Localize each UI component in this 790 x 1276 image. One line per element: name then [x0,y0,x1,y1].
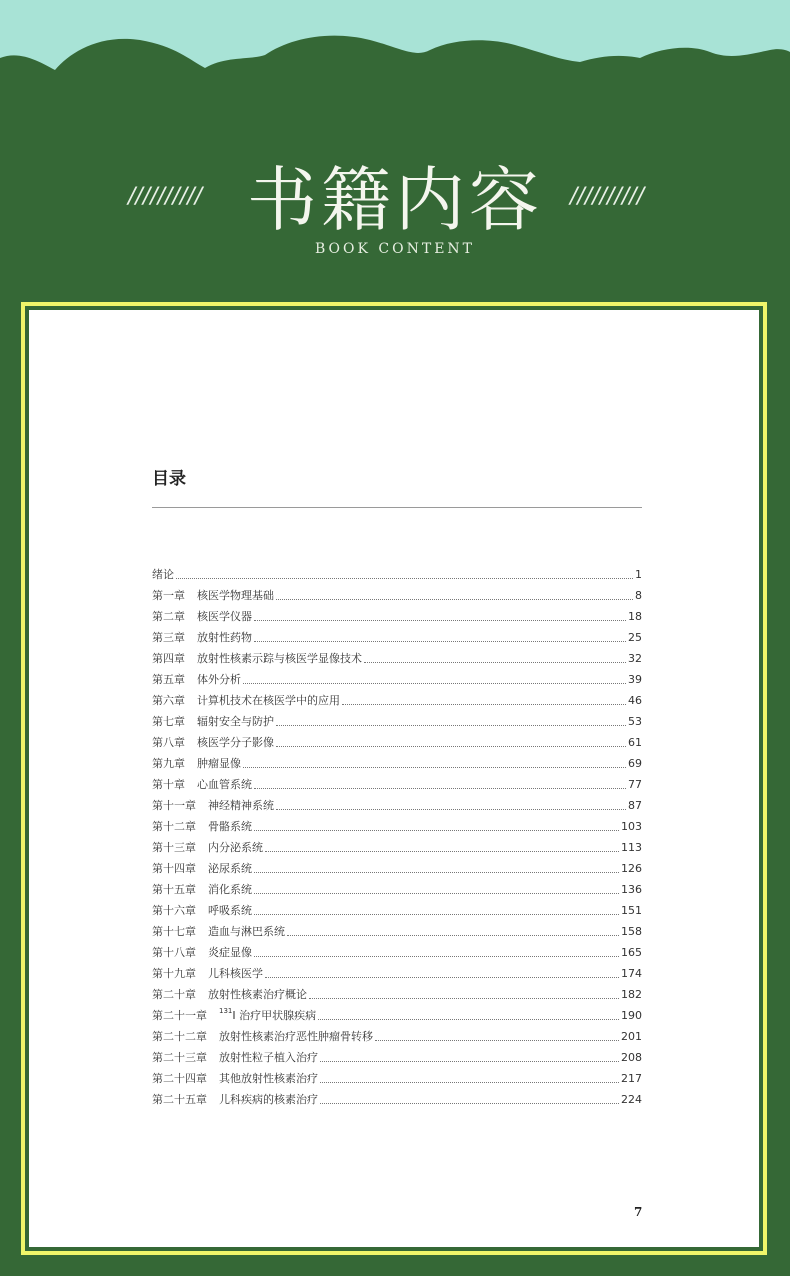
toc-entry-label [152,1089,318,1110]
toc-chapter-title: 辐射安全与防护 [197,715,274,728]
toc-entry [152,1005,642,1026]
toc-page-number: 126 [621,862,642,875]
toc-entry-label [152,711,274,732]
toc-page-number: 87 [628,799,642,812]
toc-leader-dots [309,998,619,999]
toc-chapter-number: 第二十一章 [152,1009,207,1022]
toc-chapter-title: 造血与淋巴系统 [208,925,285,938]
toc-leader-dots [276,599,633,600]
toc-chapter-title: 儿科疾病的核素治疗 [219,1093,318,1106]
toc-chapter-title: 放射性粒子植入治疗 [219,1051,318,1064]
toc-leader-dots [254,956,619,957]
toc-entry-label [152,669,241,690]
toc-entry [152,732,642,753]
toc-entry-label [152,837,263,858]
toc-chapter-number: 第十三章 [152,841,196,854]
page-number: 7 [634,1205,643,1219]
toc-chapter-number: 绪论 [152,568,174,581]
toc-entry [152,1047,642,1068]
toc-page-number: 201 [621,1030,642,1043]
toc-entry [152,921,642,942]
toc-leader-dots [254,872,619,873]
toc-chapter-number: 第八章 [152,736,185,749]
toc-chapter-title: 放射性药物 [197,631,252,644]
toc-chapter-title: I 治疗甲状腺疾病 [232,1009,317,1022]
toc-title-superscript: 131 [219,1007,233,1016]
toc-leader-dots [254,788,626,789]
toc-chapter-title: 炎症显像 [208,946,252,959]
toc-page-number: 182 [621,988,642,1001]
toc-entry-label [152,564,174,585]
toc-entry-label [152,921,285,942]
table-of-contents [152,564,642,1110]
toc-entry-label [152,585,274,606]
toc-leader-dots [254,914,619,915]
toc-entry-label [152,627,252,648]
toc-entry [152,816,642,837]
toc-entry-label [152,963,263,984]
toc-chapter-number: 第六章 [152,694,185,707]
toc-leader-dots [375,1040,619,1041]
toc-chapter-number: 第二十二章 [152,1030,207,1043]
toc-entry-label [152,1068,318,1089]
toc-chapter-number: 第二十五章 [152,1093,207,1106]
toc-entry [152,564,642,585]
toc-leader-dots [265,851,619,852]
toc-page-number: 46 [628,694,642,707]
toc-page-number: 113 [621,841,642,854]
toc-chapter-title: 泌尿系统 [208,862,252,875]
toc-heading: 目录 [152,469,186,489]
toc-page-number: 158 [621,925,642,938]
toc-chapter-number: 第九章 [152,757,185,770]
toc-entry-label [152,606,252,627]
toc-page-number: 103 [621,820,642,833]
toc-entry-label [152,732,274,753]
toc-entry [152,837,642,858]
toc-chapter-number: 第七章 [152,715,185,728]
toc-entry [152,963,642,984]
toc-entry [152,942,642,963]
toc-chapter-number: 第一章 [152,589,185,602]
toc-chapter-title: 肿瘤显像 [197,757,241,770]
toc-chapter-title: 其他放射性核素治疗 [219,1072,318,1085]
toc-chapter-title: 计算机技术在核医学中的应用 [197,694,340,707]
toc-entry-label [152,858,252,879]
toc-page-number: 1 [635,568,642,581]
toc-entry [152,858,642,879]
toc-chapter-title: 消化系统 [208,883,252,896]
toc-page-number: 69 [628,757,642,770]
toc-chapter-title: 核医学仪器 [197,610,252,623]
toc-entry-label [152,984,307,1005]
toc-entry [152,795,642,816]
toc-chapter-number: 第二十章 [152,988,196,1001]
toc-chapter-title: 呼吸系统 [208,904,252,917]
toc-page-number: 136 [621,883,642,896]
toc-leader-dots [254,893,619,894]
toc-leader-dots [287,935,619,936]
toc-chapter-title: 核医学分子影像 [197,736,274,749]
toc-entry-label [152,1005,316,1026]
toc-entry [152,690,642,711]
toc-chapter-title: 放射性核素治疗概论 [208,988,307,1001]
toc-chapter-title: 放射性核素治疗恶性肿瘤骨转移 [219,1030,373,1043]
toc-leader-dots [320,1103,619,1104]
toc-entry [152,648,642,669]
toc-divider [152,507,642,508]
toc-leader-dots [176,578,633,579]
toc-page-number: 32 [628,652,642,665]
decor-slashes-left: ////////// [128,184,203,209]
toc-entry [152,606,642,627]
toc-entry [152,711,642,732]
toc-leader-dots [320,1082,619,1083]
toc-entry [152,1068,642,1089]
toc-leader-dots [364,662,626,663]
decor-slashes-right: ////////// [570,184,645,209]
toc-page-number: 190 [621,1009,642,1022]
toc-chapter-number: 第十章 [152,778,185,791]
toc-chapter-title: 放射性核素示踪与核医学显像技术 [197,652,362,665]
toc-chapter-number: 第十五章 [152,883,196,896]
toc-entry-label [152,753,241,774]
toc-entry-label [152,1047,318,1068]
toc-page-number: 77 [628,778,642,791]
toc-chapter-number: 第十六章 [152,904,196,917]
toc-page-number: 174 [621,967,642,980]
toc-entry-label [152,942,252,963]
page-subtitle: BOOK CONTENT [315,241,475,257]
sky-with-hills [0,0,790,110]
toc-chapter-number: 第二十四章 [152,1072,207,1085]
toc-page-number: 217 [621,1072,642,1085]
toc-page-number: 8 [635,589,642,602]
toc-page-number: 39 [628,673,642,686]
toc-chapter-number: 第十七章 [152,925,196,938]
toc-leader-dots [276,809,626,810]
toc-chapter-number: 第十一章 [152,799,196,812]
toc-chapter-title: 内分泌系统 [208,841,263,854]
toc-entry [152,1089,642,1110]
toc-entry [152,900,642,921]
toc-entry-label [152,690,340,711]
toc-chapter-number: 第二十三章 [152,1051,207,1064]
toc-chapter-number: 第四章 [152,652,185,665]
toc-chapter-number: 第二章 [152,610,185,623]
toc-chapter-title: 核医学物理基础 [197,589,274,602]
toc-page-number: 208 [621,1051,642,1064]
toc-leader-dots [265,977,619,978]
toc-page-number: 18 [628,610,642,623]
toc-chapter-title: 体外分析 [197,673,241,686]
toc-page-number: 151 [621,904,642,917]
toc-leader-dots [276,746,626,747]
toc-chapter-number: 第十四章 [152,862,196,875]
toc-entry [152,984,642,1005]
toc-chapter-title: 骨骼系统 [208,820,252,833]
toc-leader-dots [254,830,619,831]
toc-entry-label [152,879,252,900]
toc-entry-label [152,1026,373,1047]
toc-entry-label [152,816,252,837]
toc-leader-dots [276,725,626,726]
toc-leader-dots [243,683,626,684]
toc-chapter-number: 第十九章 [152,967,196,980]
toc-chapter-number: 第十二章 [152,820,196,833]
toc-entry-label [152,774,252,795]
toc-leader-dots [318,1019,619,1020]
toc-entry [152,669,642,690]
toc-entry [152,774,642,795]
toc-chapter-number: 第三章 [152,631,185,644]
toc-leader-dots [254,641,626,642]
toc-page-number: 53 [628,715,642,728]
toc-page-number: 61 [628,736,642,749]
toc-entry [152,1026,642,1047]
page-title: 书籍内容 [247,159,543,241]
toc-chapter-title: 心血管系统 [197,778,252,791]
toc-leader-dots [342,704,626,705]
toc-entry-label [152,900,252,921]
toc-page-number: 25 [628,631,642,644]
toc-chapter-number: 第五章 [152,673,185,686]
toc-chapter-title: 神经精神系统 [208,799,274,812]
toc-entry [152,585,642,606]
toc-page-number: 165 [621,946,642,959]
toc-chapter-title: 儿科核医学 [208,967,263,980]
toc-chapter-number: 第十八章 [152,946,196,959]
toc-entry [152,879,642,900]
toc-entry [152,627,642,648]
toc-leader-dots [320,1061,619,1062]
toc-leader-dots [254,620,626,621]
toc-entry [152,753,642,774]
toc-entry-label [152,795,274,816]
toc-page-number: 224 [621,1093,642,1106]
toc-leader-dots [243,767,626,768]
toc-entry-label [152,648,362,669]
